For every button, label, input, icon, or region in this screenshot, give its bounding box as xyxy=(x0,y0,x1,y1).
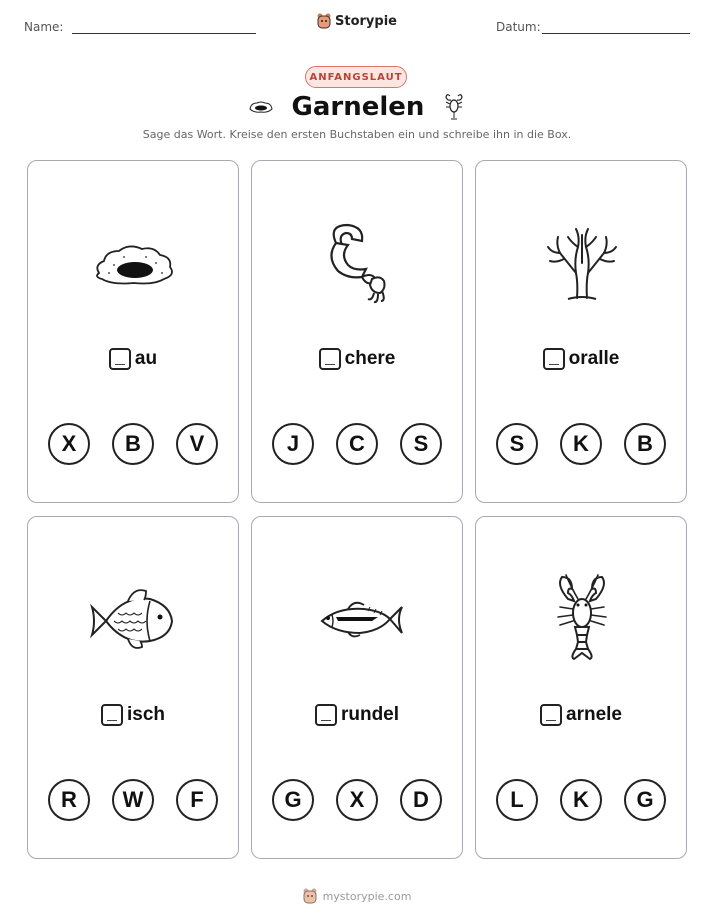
letter-choice[interactable]: F xyxy=(176,779,218,821)
letter-choices xyxy=(252,423,462,465)
answer-box[interactable] xyxy=(315,704,337,726)
sand-hole-icon xyxy=(248,99,274,115)
word-rest: oralle xyxy=(568,348,620,369)
word-card xyxy=(251,160,463,503)
instructions: Sage das Wort. Kreise den ersten Buchstaben ein und schreibe ihn in die Box. xyxy=(142,128,572,141)
word-card xyxy=(27,516,239,859)
letter-choice[interactable]: X xyxy=(336,779,378,821)
word-card xyxy=(27,160,239,503)
footer xyxy=(0,888,714,904)
word-rest: au xyxy=(134,348,158,369)
lobster-icon xyxy=(442,92,466,122)
mackerel-icon xyxy=(308,569,408,669)
letter-choice[interactable]: D xyxy=(400,779,442,821)
word-card xyxy=(251,516,463,859)
letter-choice[interactable]: G xyxy=(272,779,314,821)
storypie-logo-icon xyxy=(303,888,317,904)
page-title: Garnelen xyxy=(291,92,425,122)
word-card xyxy=(475,160,687,503)
letter-choices xyxy=(476,779,686,821)
answer-box[interactable] xyxy=(540,704,562,726)
letter-choice[interactable]: S xyxy=(496,423,538,465)
lobster-icon xyxy=(532,569,632,669)
letter-choice[interactable]: V xyxy=(176,423,218,465)
letter-choice[interactable]: J xyxy=(272,423,314,465)
name-line[interactable] xyxy=(72,33,256,34)
date-line[interactable] xyxy=(542,33,690,34)
letter-choice[interactable]: L xyxy=(496,779,538,821)
answer-box[interactable] xyxy=(319,348,341,370)
word-prompt xyxy=(28,348,238,370)
storypie-logo-icon xyxy=(317,13,331,29)
letter-choice[interactable]: R xyxy=(48,779,90,821)
sand-hole-icon xyxy=(84,213,184,313)
letter-choice[interactable]: K xyxy=(560,423,602,465)
word-prompt xyxy=(476,704,686,726)
date-label: Datum: xyxy=(496,20,541,34)
title-row xyxy=(0,92,714,122)
word-prompt xyxy=(252,348,462,370)
topic-badge: ANFANGSLAUT xyxy=(305,66,407,88)
letter-choice[interactable]: C xyxy=(336,423,378,465)
brand-logo xyxy=(0,13,714,29)
word-rest: rundel xyxy=(340,704,400,725)
letter-choice[interactable]: B xyxy=(624,423,666,465)
answer-box[interactable] xyxy=(543,348,565,370)
letter-choices xyxy=(28,423,238,465)
word-prompt xyxy=(252,704,462,726)
word-card xyxy=(475,516,687,859)
letter-choice[interactable]: B xyxy=(112,423,154,465)
letter-choice[interactable]: G xyxy=(624,779,666,821)
letter-choice[interactable]: X xyxy=(48,423,90,465)
word-prompt xyxy=(28,704,238,726)
word-rest: isch xyxy=(126,704,166,725)
letter-choice[interactable]: W xyxy=(112,779,154,821)
letter-choice[interactable]: S xyxy=(400,423,442,465)
word-prompt xyxy=(476,348,686,370)
letter-choices xyxy=(476,423,686,465)
brand-name: Storypie xyxy=(335,13,397,29)
answer-box[interactable] xyxy=(109,348,131,370)
word-rest: arnele xyxy=(566,704,622,725)
name-label: Name: xyxy=(24,20,64,34)
fish-icon xyxy=(84,569,184,669)
letter-choices xyxy=(28,779,238,821)
word-rest: chere xyxy=(344,348,396,369)
letter-choice[interactable]: K xyxy=(560,779,602,821)
claw-icon xyxy=(308,213,408,313)
letter-choices xyxy=(252,779,462,821)
coral-icon xyxy=(532,213,632,313)
footer-url[interactable]: mystorypie.com xyxy=(322,889,412,903)
answer-box[interactable] xyxy=(101,704,123,726)
